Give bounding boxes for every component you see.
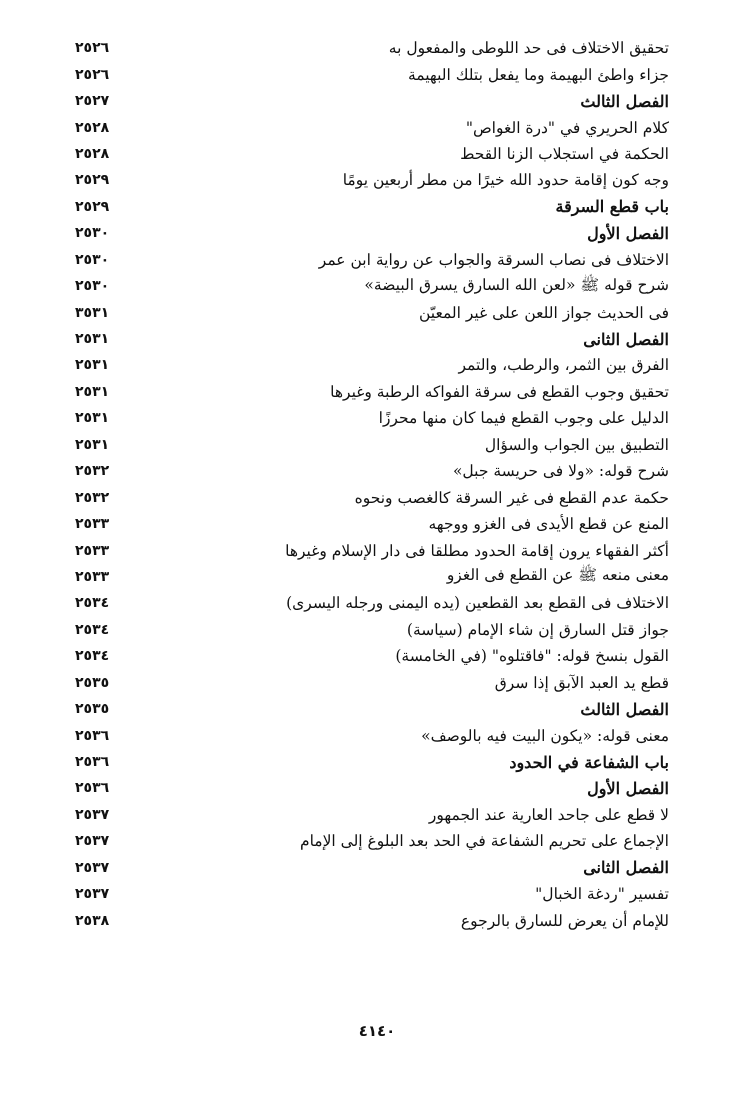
toc-section-heading: الفصل الثالث xyxy=(580,91,669,111)
toc-entry-title: المنع عن قطع الأيدى فى الغزو ووجهه xyxy=(428,515,669,534)
toc-heading-row xyxy=(75,696,669,722)
toc-entry-title: معنى منعه ﷺ عن القطع فى الغزو xyxy=(446,566,669,585)
toc-entry-row xyxy=(75,617,669,643)
toc-page-number: ٢٥٣٧ xyxy=(75,833,110,850)
toc-entry-title: الاختلاف فى نصاب السرقة والجواب عن رواية ابن عمر xyxy=(318,250,669,269)
toc-page-number: ٢٥٣٤ xyxy=(75,648,110,665)
toc-page-number: ٢٥٣٠ xyxy=(75,225,110,242)
toc-entry-title: جواز قتل السارق إن شاء الإمام (سياسة) xyxy=(406,620,669,639)
toc-page-number: ٢٥٣٧ xyxy=(75,859,110,876)
toc-page-number: ٢٥٣٧ xyxy=(75,806,110,823)
toc-entry-row xyxy=(75,828,669,854)
toc-entry-row xyxy=(75,273,669,299)
toc-entry-title: الدليل على وجوب القطع فيما كان منها محرزًا xyxy=(378,409,669,428)
toc-page-number: ٢٥٣٠ xyxy=(75,278,110,295)
toc-heading-row xyxy=(75,855,669,881)
toc-entry-title: تحقيق الاختلاف فى حد اللوطى والمفعول به xyxy=(388,39,669,58)
toc-entry-row xyxy=(75,670,669,696)
toc-entry-title: التطبيق بين الجواب والسؤال xyxy=(484,435,669,454)
toc-heading-row xyxy=(75,194,669,220)
toc-page-number: ٢٥٣٤ xyxy=(75,595,110,612)
toc-page-number: ٢٥٣٢ xyxy=(75,463,110,480)
toc-page-number: ٢٥٣٤ xyxy=(75,621,110,638)
toc-entry-row xyxy=(75,379,669,405)
toc-entry-row xyxy=(75,802,669,828)
toc-heading-row xyxy=(75,775,669,801)
toc-entry-row xyxy=(75,564,669,590)
toc-entry-title: قطع يد العبد الآبق إذا سرق xyxy=(494,673,669,692)
toc-heading-row xyxy=(75,220,669,246)
toc-page-number: ٢٥٢٩ xyxy=(75,172,110,189)
toc-page-number: ٢٥٢٦ xyxy=(75,66,110,83)
toc-entry-row xyxy=(75,299,669,325)
toc-page-number: ٢٥٣٢ xyxy=(75,489,110,506)
toc-section-heading: باب الشفاعة في الحدود xyxy=(509,752,669,772)
toc-page-number: ٢٥٣٦ xyxy=(75,727,110,744)
toc-entry-row xyxy=(75,511,669,537)
toc-entry-title: الإجماع على تحريم الشفاعة في الحد بعد البلوغ إلى الإمام xyxy=(299,832,669,851)
toc-entry-title: للإمام أن يعرض للسارق بالرجوع xyxy=(460,911,669,930)
toc-page-number: ٢٥٢٧ xyxy=(75,93,110,110)
toc-page-number: ٢٥٣١ xyxy=(75,410,110,427)
toc-page-number: ٢٥٣٣ xyxy=(75,568,110,585)
toc-entry-row xyxy=(75,458,669,484)
toc-entry-row xyxy=(75,907,669,933)
toc-entry-title: الاختلاف فى القطع بعد القطعين (يده اليمنى ورجله اليسرى) xyxy=(286,594,669,613)
toc-heading-row xyxy=(75,749,669,775)
toc-entry-row xyxy=(75,61,669,87)
toc-heading-row xyxy=(75,88,669,114)
toc-entry-title: شرح قوله ﷺ «لعن الله السارق يسرق البيضة» xyxy=(364,275,669,294)
toc-entry-row xyxy=(75,352,669,378)
toc-page-number: ٢٥٣٣ xyxy=(75,516,110,533)
toc-page-number: ٢٥٣١ xyxy=(75,331,110,348)
toc-entry-title: شرح قوله: «ولا فى حريسة جبل» xyxy=(452,462,669,481)
toc-heading-row xyxy=(75,326,669,352)
toc-section-heading: الفصل الأول xyxy=(587,778,669,798)
toc-entry-title: حكمة عدم القطع فى غير السرقة كالغصب ونحوه xyxy=(354,488,669,507)
toc-entry-title: الفرق بين الثمر، والرطب، والتمر xyxy=(458,356,669,375)
toc-page-number: ٢٥٢٩ xyxy=(75,198,110,215)
toc-section-heading: الفصل الثالث xyxy=(580,699,669,719)
toc-entry-title: كلام الحريري في "درة الغواص" xyxy=(465,118,669,137)
toc-entry-title: أكثر الفقهاء يرون إقامة الحدود مطلقا فى دار الإسلام وغيرها xyxy=(285,541,669,560)
toc-page-number: ٣٥٣١ xyxy=(75,304,110,321)
toc-section-heading: باب قطع السرقة xyxy=(555,197,669,217)
toc-entry-title: وجه كون إقامة حدود الله خيرًا من مطر أربعين يومًا xyxy=(342,171,669,190)
toc-entry-row xyxy=(75,484,669,510)
toc-entry-row xyxy=(75,114,669,140)
toc-page-number: ٢٥٣٠ xyxy=(75,251,110,268)
toc-page-number: ٢٥٣١ xyxy=(75,436,110,453)
toc-page-number: ٢٥٢٦ xyxy=(75,40,110,57)
page-number: ٤١٤٠ xyxy=(358,1022,396,1040)
toc-entry-row xyxy=(75,590,669,616)
toc-entry-title: القول بنسخ قوله: "فاقتلوه" (في الخامسة) xyxy=(395,647,669,666)
toc-entry-title: الحكمة في استجلاب الزنا القحط xyxy=(460,144,669,163)
toc-entry-title: معنى قوله: «يكون البيت فيه بالوصف» xyxy=(421,726,669,745)
toc-entry-row xyxy=(75,537,669,563)
toc-page-number: ٢٥٣٧ xyxy=(75,886,110,903)
toc-entry-row xyxy=(75,722,669,748)
toc-page-number: ٢٥٣٥ xyxy=(75,701,110,718)
toc-section-heading: الفصل الثانى xyxy=(583,329,669,349)
toc-page-number: ٢٥٢٨ xyxy=(75,119,110,136)
toc-entry-title: فى الحديث جواز اللعن على غير المعيّن xyxy=(419,303,669,322)
toc-entry-row xyxy=(75,432,669,458)
toc-entry-row xyxy=(75,643,669,669)
toc-page-number: ٢٥٢٨ xyxy=(75,145,110,162)
toc-section-heading: الفصل الأول xyxy=(587,223,669,243)
toc-entry-title: جزاء واطئ البهيمة وما يفعل بتلك البهيمة xyxy=(407,65,669,84)
toc-entry-title: لا قطع على جاحد العارية عند الجمهور xyxy=(428,805,669,824)
toc-page-number: ٢٥٣٣ xyxy=(75,542,110,559)
toc-entry-row xyxy=(75,881,669,907)
toc-page-number: ٢٥٣٨ xyxy=(75,912,110,929)
toc-page-number: ٢٥٣١ xyxy=(75,357,110,374)
toc-page-number: ٢٥٣١ xyxy=(75,383,110,400)
toc-entry-title: تفسير "ردغة الخبال" xyxy=(535,885,669,904)
toc-entry-row xyxy=(75,35,669,61)
table-of-contents xyxy=(75,35,669,934)
toc-entry-row xyxy=(75,247,669,273)
toc-entry-title: تحقيق وجوب القطع فى سرقة الفواكه الرطبة وغيرها xyxy=(330,382,669,401)
toc-page-number: ٢٥٣٦ xyxy=(75,780,110,797)
toc-page-number: ٢٥٣٦ xyxy=(75,754,110,771)
toc-section-heading: الفصل الثانى xyxy=(583,858,669,878)
toc-page-number: ٢٥٣٥ xyxy=(75,674,110,691)
toc-entry-row xyxy=(75,141,669,167)
toc-entry-row xyxy=(75,167,669,193)
toc-entry-row xyxy=(75,405,669,431)
